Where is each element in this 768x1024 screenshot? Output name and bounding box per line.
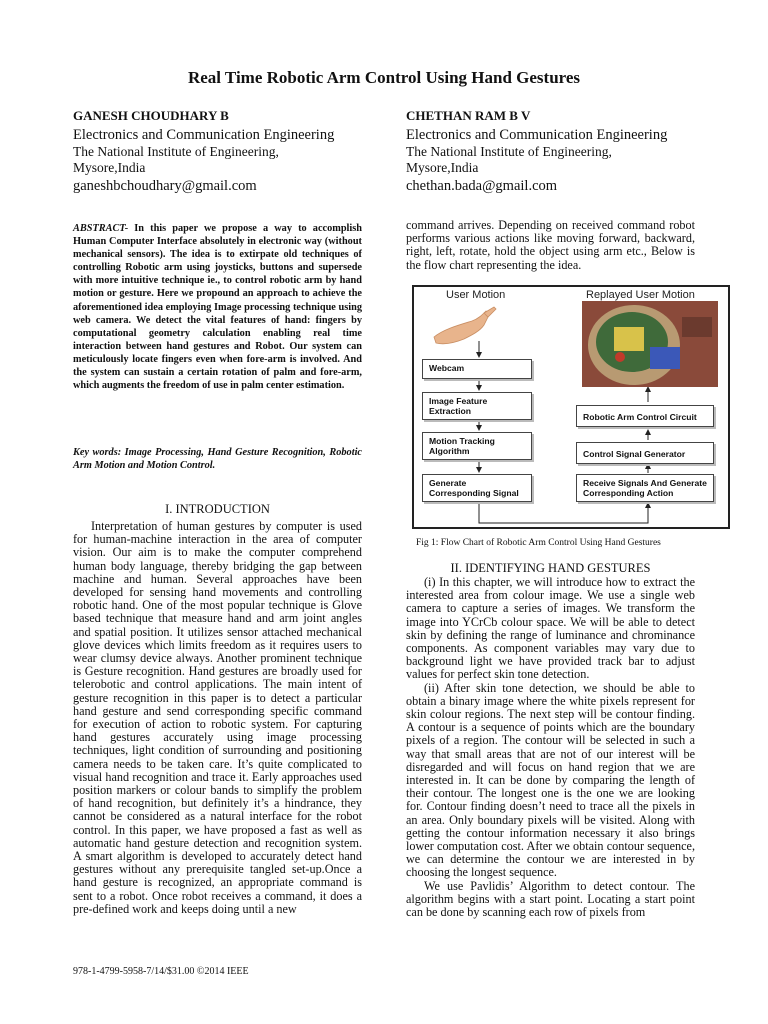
author-email: chethan.bada@gmail.com: [406, 177, 558, 194]
author-block: [73, 108, 373, 195]
robot-photo: [582, 301, 718, 387]
keywords: Key words: Image Processing, Hand Gesture Recognition, Robotic Arm Motion and Motion Control.: [73, 447, 362, 472]
author-email: ganeshbchoudhary@gmail.com: [73, 177, 257, 194]
copyright-footer: 978-1-4799-5958-7/14/$31.00 ©2014 IEEE: [73, 966, 249, 977]
author-department: Electronics and Communication Engineering: [73, 126, 335, 143]
section2-paragraph: We use Pavlidis’ Algorithm to detect contour. The algorithm begins with a start point. Locating a start point can be done by scanning each row of pixels from: [406, 878, 695, 920]
user-motion-label: User Motion: [446, 289, 506, 301]
figure-caption: Fig 1: Flow Chart of Robotic Arm Control Using Hand Gestures: [416, 538, 661, 548]
section-heading: I. INTRODUCTION: [165, 502, 270, 516]
right-column-top: [406, 219, 695, 272]
flow-box-receive-signals: Receive Signals And Generate Corresponding Action: [576, 474, 714, 502]
replayed-motion-label: Replayed User Motion: [586, 289, 695, 301]
abstract-text: In this paper we propose a way to accomplish Human Computer Interface absolutely in electronic way (without mechanical sensors). The idea is to extirpate old techniques of controlling Robotic arm using joysticks, buttons and supersede with more intuitive technique ie., to control robotic arm by hand motion or gesture. Here we propound an approach to achieve the aforementioned idea employing Image processing technique using web camera. We detect the vital features of hand: fingers by computational geometry calculation enabling real time interaction between hand gestures and Robot. Our system can meticulously locate fingers even when fore-arm is involved. And the system can sustain a certain rotation of palm and fore-arm, which augments the freedom of use in palm center estimation.: [73, 223, 362, 392]
author-institute: The National Institute of Engineering,: [73, 143, 279, 159]
author-name: GANESH CHOUDHARY B: [73, 108, 229, 123]
flow-box-generate-signal: Generate Corresponding Signal: [422, 474, 532, 502]
flow-chart-figure: [412, 285, 730, 529]
paper-title: Real Time Robotic Arm Control Using Hand Gestures: [187, 68, 581, 87]
author-city: Mysore,India: [73, 160, 146, 175]
section2-paragraph: (i) In this chapter, we will introduce how to extract the interested area from colour image. We use a single web camera to capture a series of images. We transform the image into YCrCb colour space. We will be able to detect skin by defining the range of luminance and chrominance components. As component variables may vary due to background light we have provided track bar to adjust values for perfect skin tone detection.: [406, 575, 695, 682]
intro-paragraph: Interpretation of human gestures by computer is used for human-machine interaction in the area of computer vision. Our aim is to make the computer comprehend human body language, thereby bridging the gap between machine and human. Several approaches have been developed for sensing hand movements and controlling robotic hand. One of the most popular technique is Glove based technique that measure hand and arm joint angles and spatial position. It utilizes sensor attached mechanical glove devices which limits freedom as it requires users to wear clumsy device always. Another prominent technique is Gesture recognition. Hand gestures are broadly used for telerobotic and control applications. The main intent of gesture recognition in this paper is to detect a particular hand gesture and send corresponding specific command for execution of action to robotic system. For capturing hand gestures accurately using image processing techniques, light condition of surrounding and positioning camera needs to be taken care. It’s quite complicated to visual hand recognition and trace it. Early approaches used position markers or colour bands to simplify the problem of hand recognition, but definitely it’s a hindrance, they cannot be considered as a natural interface for the robot control. In this paper, we have proposed a fast as well as automatic hand gesture detection and recognition system. A smart algorithm is developed to accurately detect hand gestures without any prerequisite tangled set-up.Once a hand gesture is recognized, an appropriate command is sent to a robot. Once robot receives a command, it does a pre-defined work and keeps doing until a new: [73, 519, 362, 916]
continued-paragraph: command arrives. Depending on received command robot performs various actions like moving forward, backward, right, left, rotate, hold the object using arm etc., Below is the flow chart representing the idea.: [406, 218, 695, 272]
section-heading: II. IDENTIFYING HAND GESTURES: [450, 561, 651, 575]
hand-illustration: [434, 307, 496, 344]
author-institute: The National Institute of Engineering,: [406, 143, 612, 159]
flow-box-signal-generator: Control Signal Generator: [576, 442, 714, 464]
flow-box-feature-extraction: Image Feature Extraction: [422, 392, 532, 420]
flow-box-motion-tracking: Motion Tracking Algorithm: [422, 432, 532, 460]
author-name: CHETHAN RAM B V: [406, 108, 531, 123]
abstract-lead: ABSTRACT-: [73, 223, 129, 234]
flow-box-control-circuit: Robotic Arm Control Circuit: [576, 405, 714, 427]
intro-text-column: [73, 520, 362, 916]
section2-paragraph: (ii) After skin tone detection, we should be able to obtain a binary image where the white pixels represent for skin colour regions. The next step will be contour finding. A contour is a sequence of points which are the boundary pixels of a region. The contour will be selected in such a way that small areas that are not of our interest will be disregarded and will focus on hand region that we are interested in. It can be done by comparing the length of their contour. The longest one is the one we are looking for. Contour finding doesn’t need to trace all the pixels in an area. Only boundary pixels will be visited. Along with getting the contour information necessary it also brings lower computation cost. After we obtain contour sequence, we can determine the contour we are interested in by choosing the longest sequence.: [406, 680, 695, 880]
author-department: Electronics and Communication Engineering: [406, 126, 668, 143]
section2-text-column: [406, 576, 695, 919]
abstract: [73, 222, 362, 392]
flow-box-webcam: Webcam: [422, 359, 532, 379]
author-city: Mysore,India: [406, 160, 479, 175]
author-block: [406, 108, 736, 195]
